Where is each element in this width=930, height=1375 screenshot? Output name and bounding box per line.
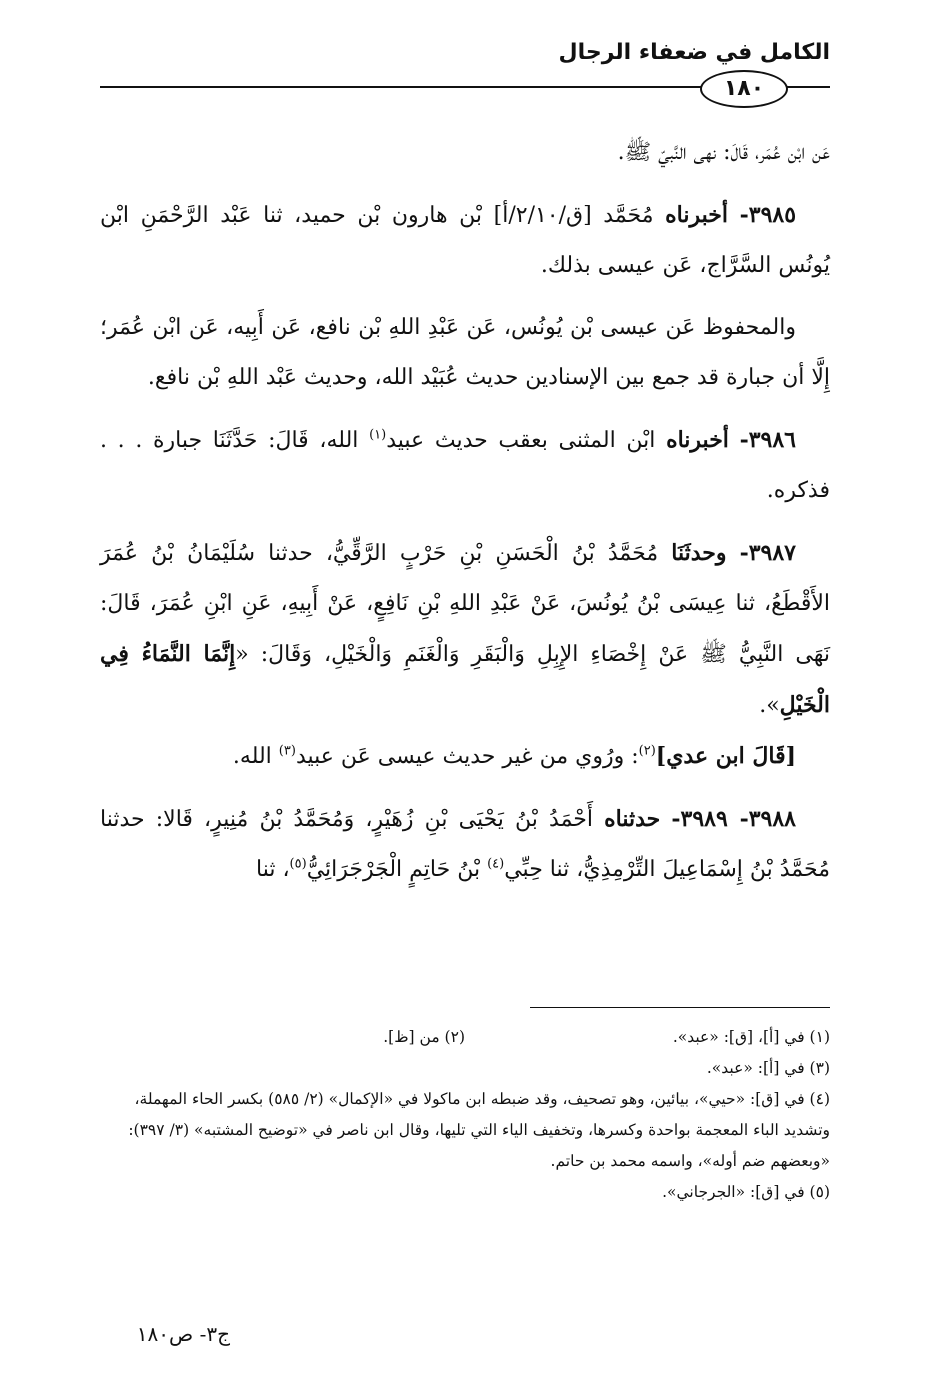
footnote-4: (٤) في [ق]: «حيي»، بيائين، وهو تصحيف، وقد ضبطه ابن ماكولا في «الإكمال» (٢/ ٥٨٥) بكسر الحاء المهملة، وتشديد الباء المعجمة بواحدة وكسرها، وتخفيف الياء التي تليها، وقال ابن ناصر في «توضيح المشتبه» (٣/ ٣٩٧): «وبعضهم ضم أوله»، واسمه محمد بن حاتم. <box>128 1090 830 1170</box>
paragraph-text: الله، قَالَ: حَدَّثَنَا جبارة . . . فذكره. <box>100 428 830 503</box>
footnote-marker: (٢) <box>638 743 656 759</box>
paragraph-3987 <box>100 528 830 731</box>
paragraph-text: مُحَمَّد [ق/٢/١٠/أ] بْن هارون بْن حميد، ثنا عَبْد الرَّحْمَنِ ابْن يُونُس السَّرَّاج، عَن عيسى بذلك. <box>100 203 830 278</box>
footnote-1: (١) في [أ]، [ق]: «عبد». <box>672 1028 830 1046</box>
footnote-2: (٢) من [ظ]. <box>383 1028 465 1046</box>
quote-close: ». <box>759 693 780 718</box>
hadith-number: ٣٩٨٨- ٣٩٨٩- <box>671 806 796 832</box>
footnote-marker: (١) <box>369 427 387 443</box>
footnote-rule <box>530 1007 830 1008</box>
paragraph-1: عَن ابْن عُمَر، قَالَ: نهى النَّبيّ ﷺ. <box>617 140 830 165</box>
paragraph-3985 <box>100 190 830 291</box>
paragraph-text: ، ثنا <box>255 857 290 882</box>
ibn-adi-label: [قَالَ ابن عدي] <box>655 743 796 769</box>
paragraph-3988-3989 <box>100 794 830 895</box>
hadith-lead-word: وحدثَنَا <box>671 540 727 566</box>
paragraph-commentary: والمحفوظ عَن عيسى بْن يُونُس، عَن عَبْدِ اللهِ بْن نافع، عَن أَبِيه، عَن ابْن عُمَر؛ إِلَّا أن جبارة قد جمع بين الإسنادين حديث عُبَيْد الله، وحديث عَبْد اللهِ بْن نافع. <box>100 315 830 390</box>
hadith-number: ٣٩٨٦- <box>739 427 796 453</box>
hadith-quote: إِنَّمَا النَّمَاءُ فِي الْخَيْلِ <box>100 641 830 718</box>
main-text <box>100 128 830 895</box>
hadith-number: ٣٩٨٥- <box>739 202 797 228</box>
paragraph-text: : ورُوي من غير حديث عيسى عَن عبيد <box>295 744 639 769</box>
paragraph-text: بْنُ حَاتِمٍ الْجَرْجَرَائِيُّ <box>306 857 481 882</box>
running-title: الكامل في ضعفاء الرجال <box>558 40 830 65</box>
footnote-row <box>100 1022 830 1053</box>
paragraph-text: ابْن المثنى بعقب حديث عبيد <box>386 428 656 453</box>
hadith-lead-word: أخبرناه <box>666 427 729 453</box>
hadith-lead-word: أخبرناه <box>665 202 728 228</box>
page-number-badge: ١٨٠ <box>700 70 788 108</box>
footnote-marker: (٥) <box>289 856 307 872</box>
footnote-3: (٣) في [أ]: «عبد». <box>706 1059 830 1077</box>
paragraph-text: مُحَمَّدُ بْنُ الْحَسَنِ بْنِ حَرْبٍ الرَّقِّيُّ، حدثنا سُلَيْمَانُ بْنُ عُمَرَ الأَقْطَعُ، ثنا عِيسَى بْنُ يُونُسَ، عَنْ عَبْدِ اللهِ بْنِ نَافِعٍ، عَنْ أَبِيهِ، عَنِ ابْنِ عُمَرَ، قَالَ: نَهَى النَّبِيُّ ﷺ عَنْ إِخْصَاءِ الإِبِلِ وَالْبَقَرِ وَالْغَنَمِ وَالْخَيْلِ، وَقَالَ: « <box>100 541 830 667</box>
paragraph-3986 <box>100 415 830 516</box>
footnote-marker: (٤) <box>487 856 505 872</box>
hadith-number: ٣٩٨٧- <box>739 540 796 566</box>
footnote-marker: (٣) <box>278 743 296 759</box>
paragraph-text: أَحْمَدُ بْنُ يَحْيَى بْنِ زُهَيْرٍ، وَمُحَمَّدُ بْنُ مُنِيرٍ، قَالا: حدثنا مُحَمَّدُ بْنُ إِسْمَاعِيلَ التِّرْمِذِيُّ، ثنا حِبِّي <box>100 807 830 882</box>
paragraph-text: الله. <box>232 744 272 769</box>
volume-page-folio: ج٣- ص١٨٠ <box>136 1322 230 1346</box>
hadith-lead-word: حدثناه <box>604 806 661 832</box>
paragraph-ibn-adi <box>100 731 830 782</box>
footnotes <box>100 1022 830 1208</box>
footnote-5: (٥) في [ق]: «الجرجاني». <box>662 1183 830 1201</box>
